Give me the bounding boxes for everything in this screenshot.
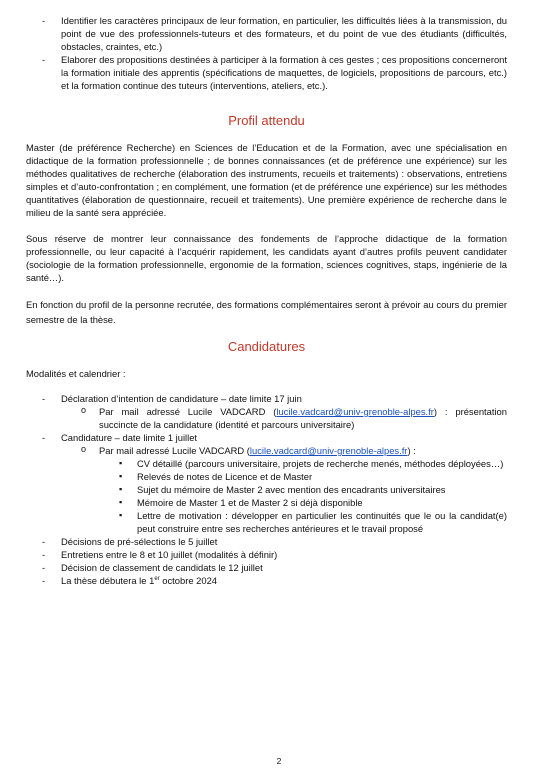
email-link[interactable]: lucile.vadcard@univ-grenoble-alpes.fr (276, 406, 434, 417)
candidatures-heading: Candidatures (227, 339, 306, 354)
document-item: ▪ Mémoire de Master 1 et de Master 2 si déjà disponible (99, 496, 507, 509)
sub-item: o Par mail adressé Lucile VADCARD (lucile.vadcard@univ-grenoble-alpes.fr) : présentation succincte de la candidature (identité et parcours universitaire) (61, 405, 507, 431)
calendar-item: - Entretiens entre le 8 et 10 juillet (modalités à définir) (26, 548, 507, 561)
document-item: ▪ CV détaillé (parcours universitaire, projets de recherche menés, méthodes déployées…) (99, 457, 507, 470)
calendar-item-text: Déclaration d’intention de candidature – date limite 17 juin (61, 393, 302, 404)
document-page (26, 14, 507, 587)
profil-paragraph-1: Master (de préférence Recherche) en Sciences de l’Education et de la Formation, avec une spécialisation en didactique de la formation professionnelle ; de bonnes connaissances (et de préférence une expérience) sur les méthodes qualitatives de recherche (élaboration des instruments, recueils et traitements) : observations, entretiens simples et d’auto-confrontation ; en complément, une formation (et de préférence une expérience) sur les méthodes quantitatives (élaboration de questionnaire, recueil et traitements). Une première expérience de recherche dans le milieu de la santé sera appréciée. (26, 142, 507, 218)
page-number: 2 (276, 756, 282, 766)
documents-list (99, 457, 507, 535)
intro-bullet-list (26, 14, 507, 92)
calendar-item-text: Candidature – date limite 1 juillet (61, 432, 198, 443)
sub-item: o Par mail adressé Lucile VADCARD (lucile.vadcard@univ-grenoble-alpes.fr) : ▪ CV détaillé (parcours universitaire, projets de recherche menés, méthodes déployées…) ▪ Relevés de notes de Licence et de Master ▪ Sujet du mémoire de Master 2 avec mention des encadrants universitaires ▪ Mémoire de Master 1 et de Master 2 si déjà disponible ▪ Lettre de motivation : développer en particulier les continuités que le ou la candidat(e) peut construire entre ses recherches antérieures et le travail proposé (61, 444, 507, 535)
calendar-item: - La thèse débutera le 1er octobre 2024 (26, 574, 507, 587)
intro-bullet: - Identifier les caractères principaux de leur formation, en particulier, les difficultés liées à la transmission, du point de vue des professionnels-tuteurs et des formateurs, et du point de vue des étudiants (difficultés, obstacles, craintes, etc.) (26, 14, 507, 53)
calendar-item: - Décisions de pré-sélections le 5 juillet (26, 535, 507, 548)
calendar-item: - Décision de classement de candidats le 12 juillet (26, 561, 507, 574)
document-item: ▪ Sujet du mémoire de Master 2 avec mention des encadrants universitaires (99, 483, 507, 496)
profil-heading: Profil attendu (228, 113, 305, 128)
email-link[interactable]: lucile.vadcard@univ-grenoble-alpes.fr (249, 445, 408, 456)
intro-bullet: - Elaborer des propositions destinées à participer à la formation à ces gestes ; ces propositions concerneront la formation initiale des apprentis (spécifications de maquettes, de logiciels, propositions de parcours, etc.) et la formation continue des tuteurs (interventions, ateliers, etc.). (26, 53, 507, 92)
calendar-item (26, 431, 507, 535)
document-item: ▪ Lettre de motivation : développer en particulier les continuités que le ou la candidat(e) peut construire entre ses recherches antérieures et le travail proposé (99, 509, 507, 535)
calendar-list (26, 392, 507, 587)
sub-list (61, 444, 507, 535)
calendar-item (26, 392, 507, 431)
document-item: ▪ Relevés de notes de Licence et de Master (99, 470, 507, 483)
sub-list (61, 405, 507, 431)
profil-paragraph-2: Sous réserve de montrer leur connaissance des fondements de l’approche didactique de la formation professionnelle, ou leur capacité à l’acquérir rapidement, les candidats ayant d’autres profils peuvent candidater (sociologie de la formation professionnelle, ergonomie de la formation, sciences cognitives, staps, ingénierie de la santé…). (26, 233, 507, 283)
profil-paragraph-3: En fonction du profil de la personne recrutée, des formations complémentaires seront à prévoir au cours du premier semestre de la thèse. (26, 299, 507, 325)
candidatures-intro: Modalités et calendrier : (26, 368, 126, 379)
